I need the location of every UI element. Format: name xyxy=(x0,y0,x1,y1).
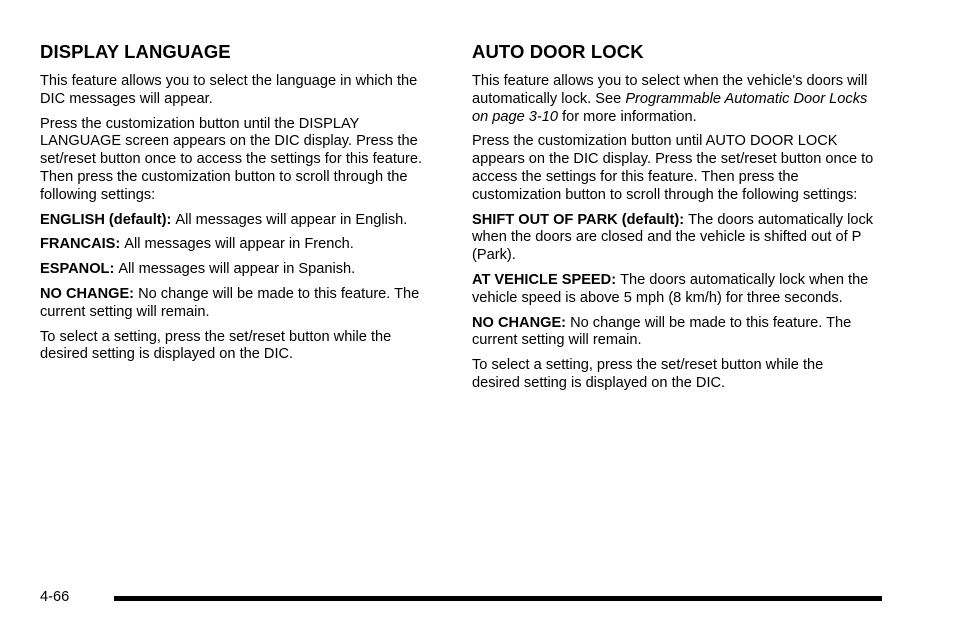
intro-paragraph: This feature allows you to select the language in which the DIC messages will appear. xyxy=(40,73,418,107)
option-term: ENGLISH (default): xyxy=(40,211,172,228)
cross-reference-link[interactable]: Programmable Automatic Door Locks on page 3-10 xyxy=(472,90,868,125)
intro-text-end: for more information. xyxy=(558,108,697,125)
closing-paragraph: To select a setting, press the set/reset button while the desired setting is displayed on the DIC. xyxy=(472,357,824,391)
section-heading-auto-door-lock: AUTO DOOR LOCK xyxy=(472,41,644,62)
closing-paragraph: To select a setting, press the set/reset button while the desired setting is displayed on the DIC. xyxy=(40,328,392,363)
footer-rule xyxy=(114,596,882,601)
option-desc: All messages will appear in Spanish. xyxy=(118,261,356,278)
option-espanol xyxy=(40,261,440,279)
option-english xyxy=(40,212,440,230)
option-no-change xyxy=(472,315,874,351)
option-term: AT VEHICLE SPEED: xyxy=(472,271,617,288)
option-desc: The doors automatically lock when the vehicle speed is above 5 mph (8 km/h) for three seconds. xyxy=(472,271,869,306)
option-term: SHIFT OUT OF PARK (default): xyxy=(472,211,685,228)
option-shift-out-of-park xyxy=(472,212,874,265)
option-desc: All messages will appear in French. xyxy=(124,236,354,253)
right-column xyxy=(472,40,874,400)
option-desc: The doors automatically lock when the doors are closed and the vehicle is shifted out of P (Park). xyxy=(472,211,874,264)
intro-text: This feature allows you to select when the vehicle's doors will automatically lock. See xyxy=(472,73,868,107)
option-francais xyxy=(40,236,440,254)
page-number: 4-66 xyxy=(40,589,70,605)
option-no-change xyxy=(40,286,440,322)
left-column xyxy=(40,40,440,371)
option-term: NO CHANGE: xyxy=(472,314,567,331)
option-term: FRANCAIS: xyxy=(40,236,121,253)
option-desc: All messages will appear in English. xyxy=(175,211,408,228)
option-desc: No change will be made to this feature. The current setting will remain. xyxy=(472,314,852,349)
option-term: NO CHANGE: xyxy=(40,285,135,302)
instructions-paragraph: Press the customization button until AUTO DOOR LOCK appears on the DIC display. Press the set/reset button once to access the settings for this feature. Then press the customization button to scroll through the following settings: xyxy=(472,133,874,203)
section-heading-display-language: DISPLAY LANGUAGE xyxy=(40,41,231,62)
option-term: ESPANOL: xyxy=(40,261,115,278)
option-at-vehicle-speed xyxy=(472,272,874,308)
option-desc: No change will be made to this feature. The current setting will remain. xyxy=(40,285,420,320)
intro-paragraph xyxy=(472,73,874,126)
instructions-paragraph: Press the customization button until the DISPLAY LANGUAGE screen appears on the DIC display. Press the set/reset button once to access the settings for this feature. Then press the customization button to scroll through the following settings: xyxy=(40,115,423,203)
